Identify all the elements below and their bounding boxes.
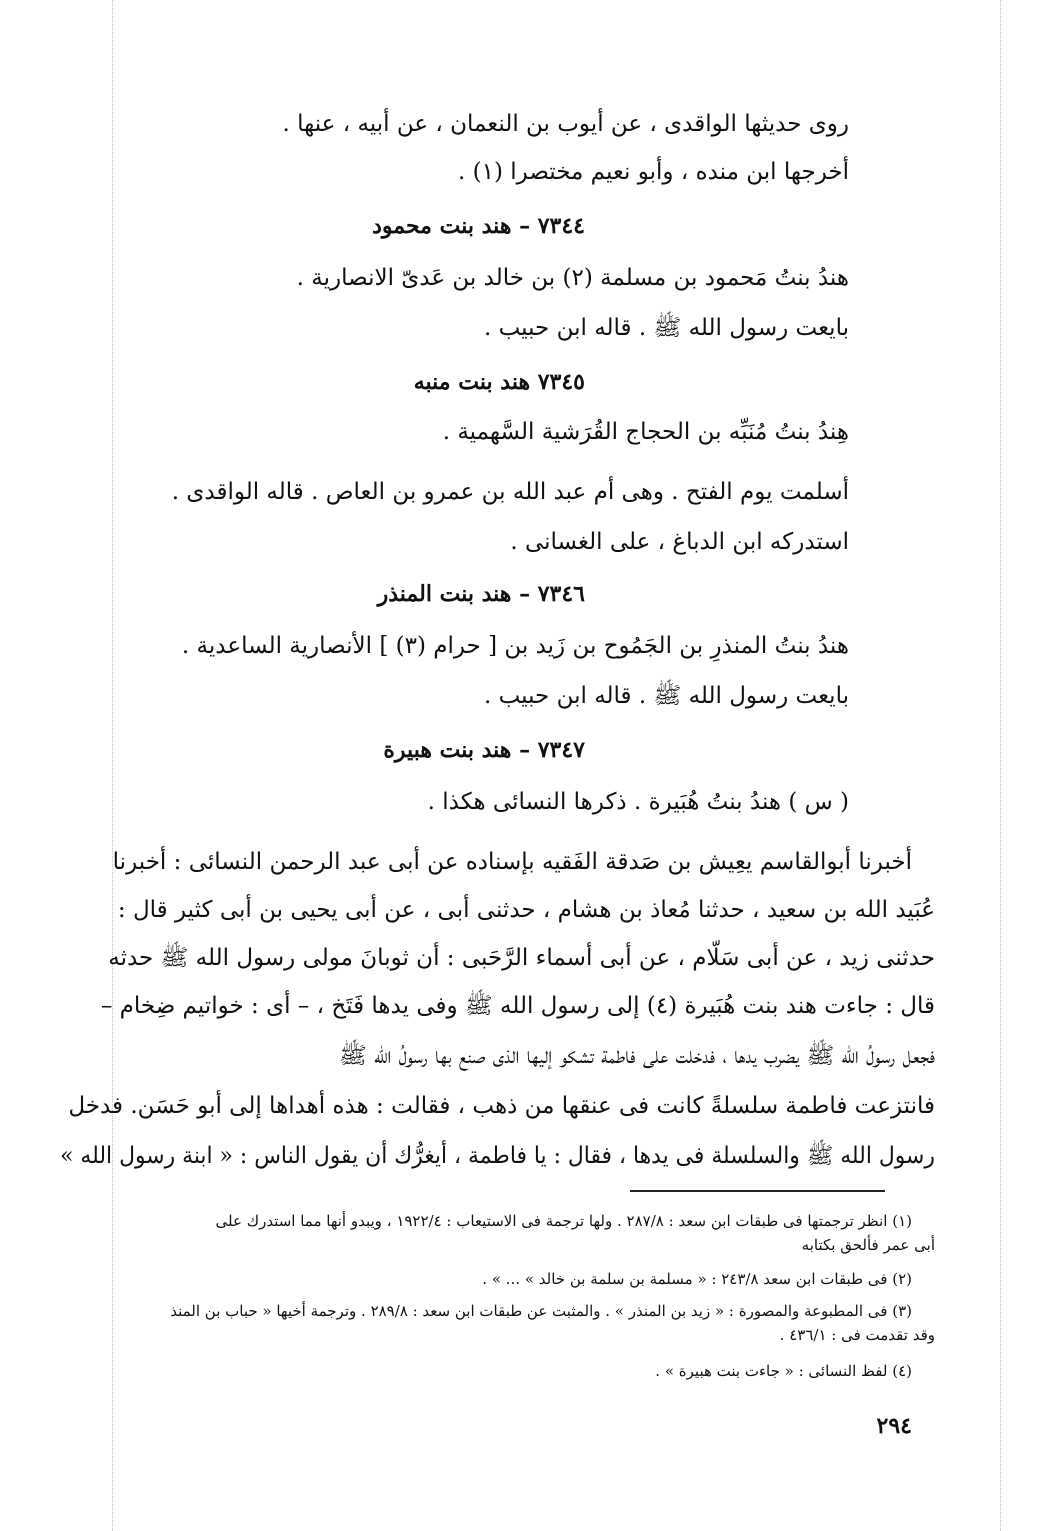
text-line: رسول الله ﷺ والسلسلة فى يدها ، فقال : يا فاطمة ، أيغرُّك أن يقول الناس : « ابنة رسول الله »: [60, 1143, 935, 1169]
text-line: استدركه ابن الدباغ ، على الغسانى .: [510, 529, 849, 555]
text-line: هندُ بنتُ المنذرِ بن الجَمُوح بن زَيد بن [ حرام (٣) ] الأنصارية الساعدية .: [181, 633, 849, 659]
footnote-line: وقد تقدمت فى : ٤٣٦/١ .: [779, 1326, 935, 1344]
text-line: فجعل رسولُ الله ﷺ يضرب يدها ، فدخلت على فاطمة تشكو إليها الذى صنع بها رسولُ الله ﷺ: [338, 1043, 935, 1069]
text-line: بايعت رسول الله ﷺ . قاله ابن حبيب .: [483, 683, 849, 709]
text-line: بايعت رسول الله ﷺ . قاله ابن حبيب .: [483, 315, 849, 341]
text-line: روى حديثها الواقدى ، عن أيوب بن النعمان ، عن أبيه ، عنها .: [282, 111, 849, 137]
text-line: عُبَيد الله بن سعيد ، حدثنا مُعاذ بن هشام ، حدثنى أبى ، عن أبى يحيى بن أبى كثير قال :: [117, 897, 935, 923]
text-line: أخبرنا أبوالقاسم يعِيش بن صَدقة الفَقيه بإسناده عن أبى عبد الرحمن النسائى : أخبرنا: [112, 849, 912, 875]
text-line: قال : جاءت هند بنت هُبَيرة (٤) إلى رسول الله ﷺ وفى يدها فَتَخ ، – أى : خواتيم ضِخام –: [100, 993, 935, 1019]
text-line: أخرجها ابن منده ، وأبو نعيم مختصرا (١) .: [457, 159, 849, 185]
footnote-line: (٢) فى طبقات ابن سعد ٢٤٣/٨ : « مسلمة بن سلمة بن خالد » ... » .: [482, 1270, 912, 1288]
footnote-line: (١) انظر ترجمتها فى طبقات ابن سعد : ٢٨٧/٨ . ولها ترجمة فى الاستيعاب : ١٩٢٢/٤ ، ويبدو أنها مما استدرك على: [215, 1212, 912, 1230]
text-line: هِندُ بنتُ مُنَبِّه بن الحجاج القُرَشية السَّهمية .: [442, 419, 849, 445]
text-line: أسلمت يوم الفتح . وهى أم عبد الله بن عمرو بن العاص . قاله الواقدى .: [171, 479, 849, 505]
entry-heading: ٧٣٤٥ هند بنت منبه: [413, 369, 585, 395]
text-line: هندُ بنتُ مَحمود بن مسلمة (٢) بن خالد بن عَدىّ الانصارية .: [296, 265, 849, 291]
footnote-line: أبى عمر فألحق بكتابه: [801, 1236, 935, 1254]
footnote-separator: [630, 1190, 885, 1192]
entry-heading: ٧٣٤٦ – هند بنت المنذر: [377, 581, 585, 607]
entry-heading: ٧٣٤٧ – هند بنت هبيرة: [383, 737, 585, 763]
text-line: حدثنى زيد ، عن أبى سَلّام ، عن أبى أسماء الرَّحَبى : أن ثوبانَ مولى رسول الله ﷺ حدثه: [108, 945, 935, 971]
text-line: فانتزعت فاطمة سلسلةً كانت فى عنقها من ذهب ، فقالت : هذه أهداها إلى أبو حَسَن. فدخل: [68, 1093, 935, 1119]
text-line: ( س ) هندُ بنتُ هُبَيرة . ذكرها النسائى هكذا .: [427, 789, 849, 815]
page-number: ٢٩٤: [876, 1413, 912, 1439]
footnote-line: (٣) فى المطبوعة والمصورة : « زيد بن المنذر » . والمثبت عن طبقات ابن سعد : ٢٨٩/٨ . وترجمة أخيها « حباب بن المنذ: [170, 1302, 912, 1320]
entry-heading: ٧٣٤٤ – هند بنت محمود: [372, 213, 585, 239]
footnote-line: (٤) لفظ النسائى : « جاءت بنت هبيرة » .: [655, 1362, 912, 1380]
